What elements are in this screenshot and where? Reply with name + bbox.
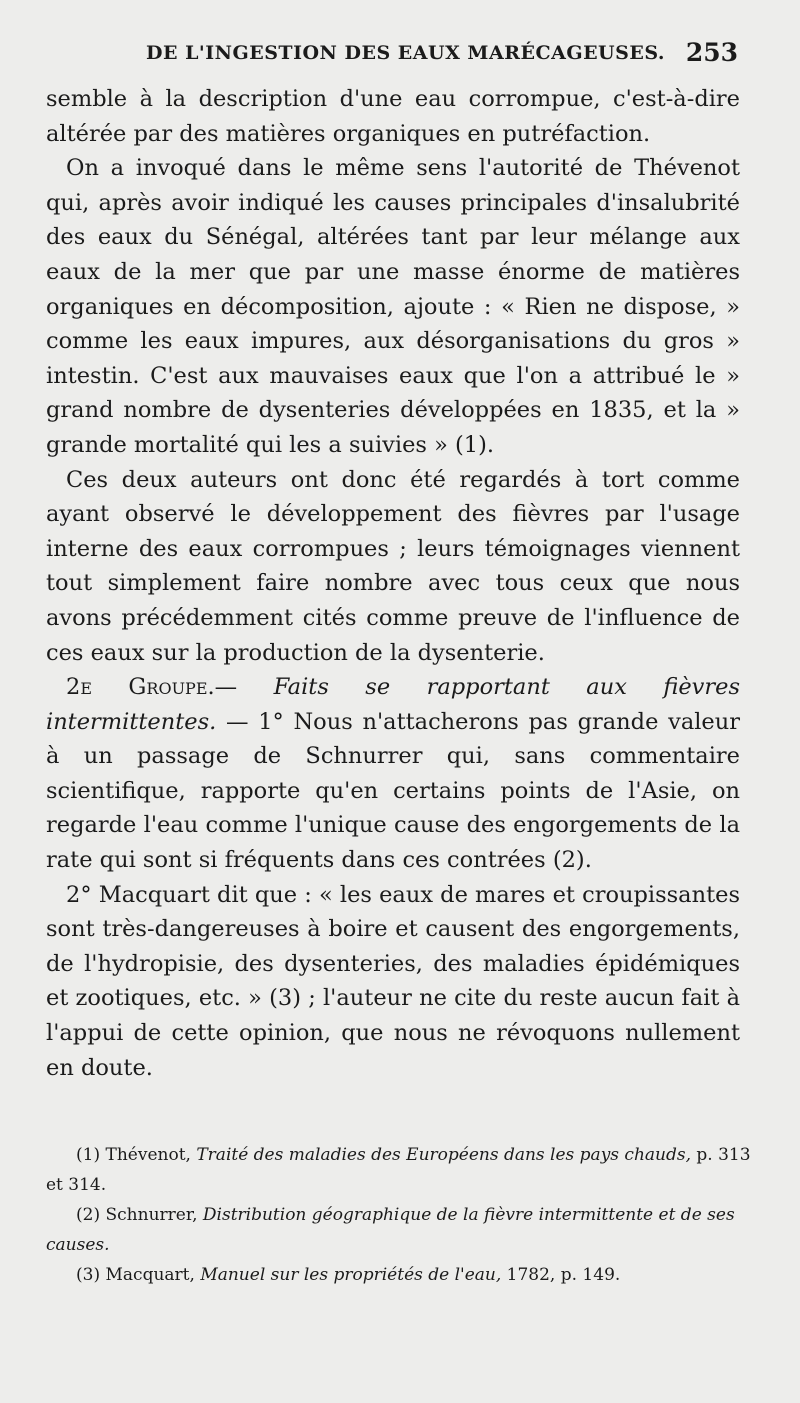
running-title: DE L'INGESTION DES EAUX MARÉCAGEUSES.	[146, 42, 665, 64]
groupe-label: 2e Groupe.—	[66, 674, 238, 701]
footnote-2: (2) Schnurrer, Distribution géographique de la fièvre intermittente et de ses causes.	[46, 1205, 735, 1255]
groupe-text: — 1° Nous n'attacherons pas grande valeur à un passage de Schnurrer qui, sans commentaire scientifique, rapporte qu'en certains points de l'Asie, on regarde l'eau comme l'unique cause des engorgements de la rate qui sont si fréquents dans ces contrées (2).	[46, 708, 740, 874]
footnotes	[46, 1140, 758, 1290]
page-header	[46, 38, 738, 74]
paragraph-1: semble à la description d'une eau corrompue, c'est-à-dire altérée par des matières organiques en putréfaction.	[46, 86, 740, 147]
paragraph-2: On a invoqué dans le même sens l'autorité de Thévenot qui, après avoir indiqué les causes principales d'insalubrité des eaux du Sénégal, altérées tant par leur mélange aux eaux de la mer que par une masse énorme de matières organiques en décomposition, ajoute : « Rien ne dispose, » comme les eaux impures, aux désorganisations du gros » intestin. C'est aux mauvaises eaux que l'on a attribué le » grand nombre de dysenteries développées en 1835, et la » grande mortalité qui les a suivies » (1).	[46, 155, 740, 458]
groupe-title: Faits se rapportant aux fièvres intermittentes.	[46, 674, 740, 735]
page-number: 253	[685, 38, 738, 67]
footnote-3: (3) Macquart, Manuel sur les propriétés de l'eau, 1782, p. 149.	[76, 1265, 621, 1285]
paragraph-3: Ces deux auteurs ont donc été regardés à tort comme ayant observé le développement des fièvres par l'usage interne des eaux corrompues ; leurs témoignages viennent tout simplement faire nombre avec tous ceux que nous avons précédemment cités comme preuve de l'influence de ces eaux sur la production de la dysenterie.	[46, 466, 740, 666]
main-text	[46, 82, 740, 1085]
paragraph-groupe	[46, 670, 740, 878]
footnote-1: (1) Thévenot, Traité des maladies des Européens dans les pays chauds, p. 313 et 314.	[46, 1145, 751, 1195]
paragraph-macquart: 2° Macquart dit que : « les eaux de mares et croupissantes sont très-dangereuses à boire et causent des engorgements, de l'hydropisie, des dysenteries, des maladies épidémiques et zootiques, etc. » (3) ; l'auteur ne cite du reste aucun fait à l'appui de cette opinion, que nous ne révoquons nullement en doute.	[46, 881, 740, 1081]
